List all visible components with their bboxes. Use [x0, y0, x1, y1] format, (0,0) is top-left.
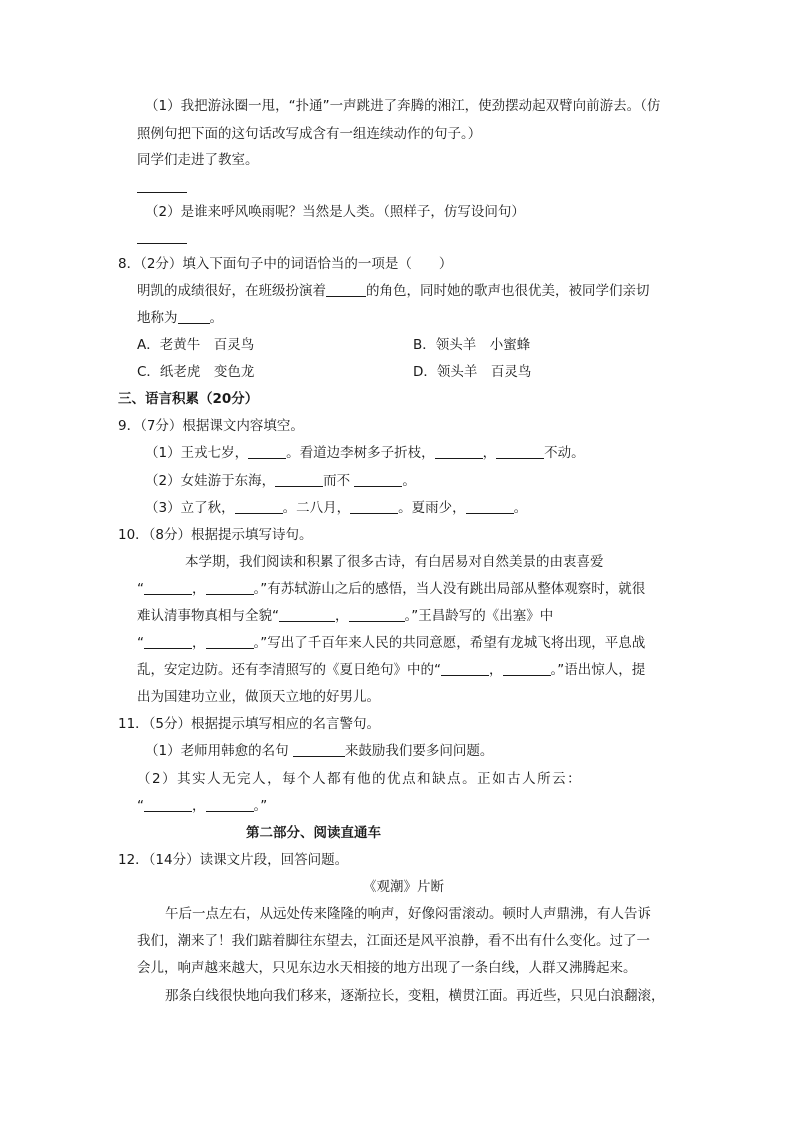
q9-sub2-text-a: （2）女娃游于东海，: [145, 473, 276, 489]
q11-sub2-line2: [137, 796, 267, 816]
q11-sub2-text-b: ，: [192, 798, 206, 814]
q10-line5: [137, 660, 645, 680]
q9-sub2-text-b: 而不: [323, 473, 355, 489]
q10-blank-4[interactable]: [349, 607, 405, 622]
q10-line2-text-b: ，: [192, 581, 206, 597]
q9-sub1-text-b: 。看道边李树多子折枝，: [286, 445, 435, 461]
q10-blank-5[interactable]: [144, 634, 192, 649]
q8-option-c[interactable]: C．纸老虎 变色龙: [137, 364, 255, 380]
q8-text-c: 地称为: [137, 310, 178, 326]
q10-line2: [137, 579, 645, 599]
q10-line5-text-c: 。”语出惊人，提: [550, 662, 646, 678]
q7-sub2-answer-line[interactable]: [137, 243, 187, 244]
q11-sub1-text-a: （1）老师用韩愈的名句: [145, 743, 293, 759]
q9-sub1-blank-3[interactable]: [496, 444, 544, 459]
q11-blank-2[interactable]: [144, 797, 192, 812]
q9-sub2: [145, 471, 416, 491]
q10-blank-6[interactable]: [206, 634, 254, 649]
q10-blank-7[interactable]: [441, 661, 489, 676]
q9-sub2-text-c: 。: [402, 473, 416, 489]
q10-stem: 10．（8分）根据提示填写诗句。: [118, 527, 313, 543]
q10-blank-2[interactable]: [206, 580, 254, 595]
q8-text-d: 。: [209, 310, 223, 326]
q11-stem: 11．（5分）根据提示填写相应的名言警句。: [118, 716, 381, 732]
q7-sub1-line2: 照例句把下面的这句话改写成含有一组连续动作的句子。）: [137, 126, 482, 142]
q9-sub3: [145, 498, 527, 518]
q9-sub1-text-c: ，: [482, 445, 497, 461]
q7-sub2-line1: （2）是谁来呼风唤雨呢？当然是人类。（照样子，仿写设问句）: [145, 204, 525, 220]
q9-stem: 9．（7分）根据课文内容填空。: [118, 418, 304, 434]
q10-line2-text-a: “: [137, 581, 144, 597]
q12-passage-p2-line1: 那条白线很快地向我们移来，逐渐拉长，变粗，横贯江面。再近些，只见白浪翻滚，: [165, 988, 665, 1004]
q8-option-b[interactable]: B．领头羊 小蜜蜂: [413, 337, 531, 353]
q10-line3-text-c: 。”王昌龄写的《出塞》中: [404, 608, 554, 624]
q9-sub3-text-c: 。夏雨少，: [398, 500, 466, 516]
q9-sub3-blank-2[interactable]: [350, 499, 398, 514]
q8-option-a[interactable]: A．老黄牛 百灵鸟: [137, 337, 255, 353]
part2-title: 第二部分、阅读直通车: [246, 825, 381, 841]
q8-text-b: 的角色，同时她的歌声也很优美，被同学们亲切: [366, 283, 650, 299]
q10-line6: 出为国建功立业，做顶天立地的好男儿。: [137, 689, 380, 705]
q11-sub1: [145, 741, 493, 761]
q11-sub2-text-c: 。”: [253, 798, 268, 814]
q9-sub3-text-d: 。: [513, 500, 528, 516]
q10-line3-text-a: 难认清事物真相与全貌“: [137, 608, 279, 624]
q10-line4: [137, 633, 645, 653]
q8-option-d[interactable]: D．领头羊 百灵鸟: [413, 364, 532, 380]
q8-text-a: 明凯的成绩很好，在班级扮演着: [137, 283, 326, 299]
q10-line4-text-a: “: [137, 635, 144, 651]
q12-passage-p1-line1: 午后一点左右，从远处传来隆隆的响声，好像闷雷滚动。顿时人声鼎沸，有人告诉: [165, 906, 651, 922]
q10-line2-text-c: 。”有苏轼游山之后的感悟，当人没有跳出局部从整体观察时，就很: [253, 581, 646, 597]
q12-passage-title: 《观潮》片断: [363, 879, 444, 895]
q10-blank-3[interactable]: [279, 607, 335, 622]
q9-sub3-text-b: 。二八月，: [282, 500, 351, 516]
q10-line3: [137, 606, 553, 626]
q11-sub2-line1: （2）其实人无完人，每个人都有他的优点和缺点。正如古人所云：: [137, 771, 583, 787]
q9-sub1-text-a: （1）王戎七岁，: [145, 445, 249, 461]
q8-blank-2[interactable]: [178, 309, 210, 324]
q9-sub2-blank-1[interactable]: [275, 472, 323, 487]
q11-blank-1[interactable]: [293, 742, 345, 757]
q12-passage-p1-line2: 我们，潮来了！我们踮着脚往东望去，江面还是风平浪静，看不出有什么变化。过了一: [137, 933, 650, 949]
q10-line5-text-b: ，: [489, 662, 503, 678]
q7-sub1-line1: （1）我把游泳圈一甩，“扑通”一声跳进了奔腾的湘江，使劲摆动起双臂向前游去。（仿: [145, 98, 661, 114]
q8-stem: 8．（2分）填入下面句子中的词语恰当的一项是（ ）: [118, 256, 453, 272]
q7-sub1-line3: 同学们走进了教室。: [137, 152, 259, 168]
q11-blank-3[interactable]: [206, 797, 254, 812]
q10-line5-text-a: 乱，安定边防。还有李清照写的《夏日绝句》中的“: [137, 662, 441, 678]
q9-sub1-blank-1[interactable]: [248, 444, 286, 459]
section3-title: 三、语言积累（20分）: [118, 391, 259, 407]
q10-blank-8[interactable]: [503, 661, 551, 676]
q9-sub1-blank-2[interactable]: [435, 444, 483, 459]
q12-passage-p1-line3: 会儿，响声越来越大，只见东边水天相接的地方出现了一条白线，人群又沸腾起来。: [137, 960, 637, 976]
q8-text-line1: [137, 281, 650, 301]
q9-sub3-blank-1[interactable]: [235, 499, 283, 514]
q9-sub2-blank-2[interactable]: [354, 472, 402, 487]
q9-sub3-blank-3[interactable]: [466, 499, 514, 514]
q9-sub1: [145, 443, 585, 463]
q8-blank-1[interactable]: [326, 282, 366, 297]
q9-sub3-text-a: （3）立了秋，: [145, 500, 235, 516]
q10-blank-1[interactable]: [144, 580, 192, 595]
q11-sub1-text-b: 来鼓励我们要多问问题。: [344, 743, 494, 759]
q9-sub1-text-d: 不动。: [544, 445, 585, 461]
q10-line1: 本学期，我们阅读和积累了很多古诗，有白居易对自然美景的由衷喜爱: [185, 554, 604, 570]
q12-stem: 12．（14分）读课文片段，回答问题。: [118, 852, 349, 868]
q8-text-line2: [137, 308, 223, 328]
q10-line4-text-b: ，: [192, 635, 206, 651]
q10-line4-text-c: 。”写出了千百年来人民的共同意愿，希望有龙城飞将出现，平息战: [253, 635, 646, 651]
q10-line3-text-b: ，: [335, 608, 349, 624]
q7-sub1-answer-line[interactable]: [137, 192, 187, 193]
q11-sub2-text-a: “: [137, 798, 144, 814]
